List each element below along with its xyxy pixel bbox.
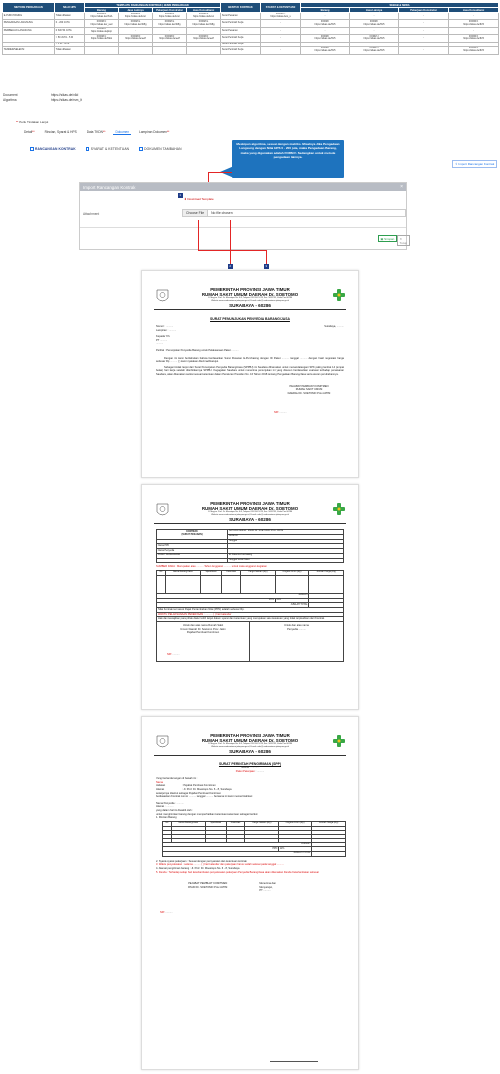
col-jasa: Jasa Lainnya	[119, 8, 153, 13]
checkbox-icon	[139, 147, 143, 151]
column-header: Kuantitas	[226, 821, 245, 826]
save-button[interactable]: ▣ Simpan	[378, 235, 397, 242]
table-cell-f2[interactable]: FORM J https://sikas.de/fbr5	[350, 47, 399, 54]
tab-dokumen[interactable]: Dokumen	[115, 129, 130, 134]
table-cell-konstruksi: -	[153, 27, 187, 34]
table-cell-bentuk: Surat Pesanan	[221, 13, 261, 20]
doc-sppbj: PEMERINTAH PROVINSI JAWA TIMUR RUMAH SAKIT UMUM DAERAH Dr. SOETOMO Jl. Mayjen. Prof. Dr. Moestopo No. 6-8, Telepon 031-550 1078, Fax. 5020735, Kode Pos 60286 Website www.rsudrsoetomo.jatimprov.go.id, E-mail rsdrs@rsudrsoetomo.jatimprov.go.id SURABAYA - 60286 SURAT PENUNJUKAN PENYEDIA BARANG/JASA Nomor : .......... Surabaya, .......... Lampiran : .......... Kepada Yth. PT .......... .......... Perihal : Penunjukan Penyedia Barang untuk Pelaksanaan Paket .......... Dengan ini kami beritahukan bahwa berdasarkan Surat Pesanan E-Purchasing dengan ID Paket .......... tanggal .......... dengan hasil negosiasi harga sebesar Rp .......... ( ) kami nyatakan diterima/disetujui. Sebagai tindak lanjut dari Surat Penunjukan Penyedia Barang/Jasa (SPPBJ) ini Saudara diharuskan untuk menandatangani SPK paling lambat 14 (empat belas) hari kerja setelah diterbitkannya SPPBJ. Kegagalan Saudara untuk menerima penunjukan ini yang disusun berdasarkan evaluasi terhadap penawaran Saudara, akan dikenakan sanksi sesuai ketentuan dalam Peraturan Presiden No. 16 Tahun 2018 tentang Pengadaan Barang/Jasa serta aturan perubahannya. PEJABAT PEMBUAT KOMITMEN RUMAH SAKIT UMUM DAERAH Dr. SOETOMO Prov.JATIM NIP. ..........	[141, 270, 359, 478]
table-cell-konsultansi	[187, 47, 221, 54]
table-cell-nilai: 0 - 200 JUTA	[55, 20, 85, 27]
column-header: Ongkos Kirim (Rp)	[275, 571, 309, 576]
table-cell-f1[interactable]: FORM I https://sikas.de/fbr5	[301, 35, 350, 42]
radio-dokumen-tambahan[interactable]: DOKUMEN TAMBAHAN	[139, 147, 181, 151]
table-cell-konsultansi[interactable]: FORM G https://sikas.de/rbl8g	[187, 20, 221, 27]
spp-items-table: No Nama Barang/Jasa Spesifikasi Kuantitas Harga Satuan (Rp) Ongkos Kirim (Rp) Jumlah Harga (Rp) JUMLAH PPN 11% JUMLAH TOTAL	[162, 821, 346, 857]
required-star-icon: **	[16, 120, 19, 124]
table-cell-syarat: -	[261, 20, 301, 27]
import-modal	[79, 182, 407, 250]
cancel-button[interactable]: ✕ Tutup	[397, 235, 410, 246]
attachment-label: Attachment	[83, 212, 100, 216]
col-konstruksi: Pekerjaan Konstruksi	[153, 8, 187, 13]
table-cell-syarat: -	[261, 27, 301, 34]
table-row	[3, 27, 499, 34]
table-row	[3, 13, 499, 20]
table-cell-f2: -	[350, 27, 399, 34]
table-cell-f1: -	[301, 27, 350, 34]
table-row	[3, 35, 499, 42]
tab-rincian[interactable]: Rincian, Syarat & HPS	[44, 129, 77, 134]
table-cell-bentuk: Surat Perintah Kerja	[221, 47, 261, 54]
save-icon: ▣	[380, 236, 385, 241]
table-cell-barang[interactable]: FORM C https://sikas.de/5dst	[85, 35, 119, 42]
table-cell-f4: -	[449, 13, 499, 20]
close-icon[interactable]: ×	[400, 184, 403, 190]
table-cell-jasa[interactable]: FORM D https://sikas.de/eeff	[119, 35, 153, 42]
table-cell-jasa[interactable]: FORM G https://sikas.de/rbl8g	[119, 20, 153, 27]
table-cell-f4[interactable]: FORM K https://sikas.de/fbr5	[449, 20, 499, 27]
tab-lampiran[interactable]: Lampiran Dokumen**	[139, 129, 170, 134]
items-table: No Nama Barang/Jasa Spesifikasi Kuantitas Harga Satuan (Rp) Ongkos Kirim (Rp) Jumlah Harga (Rp) JUMLAH PPN 11% JUMLAH TOTAL	[156, 570, 344, 608]
file-input[interactable]	[182, 209, 406, 217]
cancel-icon: ✕	[399, 236, 403, 241]
col-jasa2: Jasa Lainnya	[350, 8, 399, 13]
table-cell-f3: -	[399, 20, 449, 27]
algoritma-link[interactable]: https://sikas.de/rsm_It	[51, 97, 83, 102]
radio-syarat-ketentuan[interactable]: SYARAT & KETENTUAN	[86, 147, 129, 151]
doc-surat-pesanan: PEMERINTAH PROVINSI JAWA TIMUR RUMAH SAKIT UMUM DAERAH Dr. SOETOMO Jl. Mayjen. Prof. Dr. Moestopo No. 6-8, Telepon 031-550 1078, Fax. 5020735, Kode Pos 60286 Website www.rsudrsoetomo.jatimprov.go.id, E-mail rsdrs@rsudrsoetomo.jatimprov.go.id SURABAYA - 60286 KONTRAK (SURAT PESANAN) SATUAN KERJA : RSUD Dr. SOETOMO Prov. JATIM NOMOR Tanggal Nama PPK Nama Penyedia PAKET PENGADAAN ID Paket E-Purchasing Tanggal Surat Paket SUMBER DANA : Merupakan atas .......... Tahun Anggaran .......... untuk mata anggaran kegiatan No Nama Barang/Jasa Spesifikasi Kuantitas Harga Satuan (Rp) Ongkos Kirim (Rp) Jumlah Harga (Rp) JUMLAH PPN 11% JUMLAH TOTAL Nilai Kontrak termasuk Pajak Pertambahan Nilai (PPN) adalah sebesar Rp. WAKTU PELAKSANAAN PEKERJAAN : .......... ( ) hari kalender Hak dan kewajiban para pihak diatur lebih lanjut dalam syarat dan ketentuan yang merupakan satu kesatuan yang tidak terpisahkan dari Kontrak. Untuk dan atas nama Rumah Sakit Umum Daerah Dr. Soetomo Prov. Jatim Pejabat Pembuat Komitmen NIP. .......... Untuk dan atas nama Penyedia ..........	[141, 484, 359, 710]
table-cell-bentuk: Surat Perintah Kerja	[221, 42, 261, 47]
table-cell-jasa[interactable]: FORM B https://sikas.de/kcur	[119, 13, 153, 20]
table-row	[3, 47, 499, 54]
algoritma-label: Algoritma	[3, 97, 17, 102]
table-cell-f3: -	[399, 27, 449, 34]
table-cell-f2[interactable]: FORM I https://sikas.de/fbr5	[350, 20, 399, 27]
tab-detail[interactable]: Detail**	[24, 129, 35, 134]
table-cell-jasa: -	[119, 27, 153, 34]
table-cell-f1[interactable]: FORM I https://sikas.de/fbr5	[301, 20, 350, 27]
modal-header	[80, 183, 406, 191]
table-cell-syarat[interactable]: FORM H https://sikas.de/s_s	[261, 13, 301, 20]
table-cell-metode: PENGADAAN LANGSUNG	[3, 20, 55, 27]
table-cell-metode	[3, 35, 55, 42]
kop-line-2: RUMAH SAKIT UMUM DAERAH Dr. SOETOMO	[201, 292, 299, 297]
step-badge-3: 3	[265, 264, 268, 268]
table-cell-f4: -	[449, 27, 499, 34]
hospital-logo-icon	[332, 502, 346, 516]
table-cell-konsultansi: -	[187, 27, 221, 34]
document-link[interactable]: https://sikas.de/x6d	[51, 93, 79, 97]
col-metode: METODE PENGADAAN	[3, 3, 55, 13]
kop-line-1: PEMERINTAH PROVINSI JAWA TIMUR	[210, 287, 290, 292]
column-header: Spesifikasi	[200, 571, 221, 576]
table-cell-nilai: 0 S/D 50 JUTA	[55, 27, 85, 34]
column-header: Nama Barang/Jasa	[171, 821, 205, 826]
col-barang: Barang	[85, 8, 119, 13]
document-type-radios	[30, 147, 182, 151]
table-cell-f3: -	[399, 35, 449, 42]
download-icon: ⬇	[184, 197, 188, 201]
column-header: No	[157, 571, 166, 576]
table-cell-f1[interactable]: FORM I https://sikas.de/fbr5	[301, 47, 350, 54]
step-badge-2: 2	[229, 264, 232, 268]
table-cell-barang[interactable]: FORM A https://sikas.de/tS1A	[85, 13, 119, 20]
column-header: Jumlah Harga (Rp)	[312, 821, 346, 826]
table-cell-syarat: -	[261, 35, 301, 42]
tab-tkdn[interactable]: Data TKDN**	[86, 129, 106, 134]
file-status: No file chosen	[211, 211, 233, 215]
arrow-line	[198, 220, 199, 250]
table-cell-syarat: -	[261, 47, 301, 54]
table-cell-f3: -	[399, 13, 449, 20]
kop-line-3: Jl. Mayjen. Prof. Dr. Moestopo No. 6-8, Telepon 031-550 1078, Fax. 5020735, Kode Pos 60286	[207, 297, 293, 300]
checkbox-icon	[86, 147, 90, 151]
column-header: Harga Satuan (Rp)	[245, 821, 279, 826]
table-cell-konstruksi[interactable]: FORM B https://sikas.de/kcur	[153, 13, 187, 20]
hospital-logo-icon	[332, 734, 346, 748]
table-cell-f2: -	[350, 13, 399, 20]
required-note	[16, 120, 48, 124]
table-cell-konsultansi[interactable]: FORM D https://sikas.de/eeff	[187, 35, 221, 42]
hospital-logo-icon	[332, 288, 346, 302]
table-cell-jasa	[119, 47, 153, 54]
doc-spp: PEMERINTAH PROVINSI JAWA TIMUR RUMAH SAKIT UMUM DAERAH Dr. SOETOMO Jl. Mayjen. Prof. Dr. Moestopo No. 6-8, Telepon 031-550 1078, Fax. 5020735, Kode Pos 60286 Website www.rsudrsoetomo.jatimprov.go.id, E-mail rsdrs@rsudrsoetomo.jatimprov.go.id SURABAYA - 60286 SURAT PERINTAH PENGIRIMAN (SPP) Nomor : .......... Paket Pekerjaan : .......... Yang bertanda tangan di bawah ini : Nama Jabatan : Pejabat Pembuat Komitmen Alamat : Jl. Prof. Dr. Moestopo No. 6 - 8, Surabaya selanjutnya disebut sebagai Pejabat Pembuat Komitmen berdasarkan Kontrak nomor .......... tanggal .......... bersama ini kami memerintahkan: Nama Penyedia : .......... Alamat : .......... yang dalam hal ini diwakili oleh : untuk mengirimkan barang dengan memperhatikan ketentuan-ketentuan sebagai berikut: 1. Rincian Barang No Nama Barang/Jasa Spesifikasi Kuantitas Harga Satuan (Rp) Ongkos Kirim (Rp) Jumlah Harga (Rp) JUMLAH PPN 11% JUMLAH TOTAL 2. Syarat-syarat pekerjaan : Sesuai dengan persyaratan dan ketentuan kontrak 3. Waktu penyelesaian : selama .......... ( ) hari kalender dan pekerjaan harus sudah selesai pada tanggal .......... 4. Alamat pengiriman barang : Jl. Prof. Dr. Moestopo No. 6 - 8, Surabaya 5. Denda : Terhadap setiap hari keterlambatan penyelesaian pekerjaan Penyedia Barang/Jasa akan dikenakan Denda Keterlambatan sebesar PEJABAT PEMBUAT KOMITMEN RSUD Dr. SOETOMO Prov.JATIM Menerima dan Menyetujui, PT .......... NIP. ..........	[141, 716, 359, 1070]
kop-line-4: Website www.rsudrsoetomo.jatimprov.go.id, E-mail rsdrs@rsudrsoetomo.jatimprov.go.id	[211, 299, 289, 302]
column-header: Nama Barang/Jasa	[165, 571, 200, 576]
modal-title: Import Rancangan Kontrak	[83, 184, 136, 190]
table-cell-nilai: > 5 M - 50 M	[55, 42, 85, 47]
kop-surat: PEMERINTAH PROVINSI JAWA TIMUR RUMAH SAKIT UMUM DAERAH Dr. SOETOMO Jl. Mayjen. Prof. Dr. Moestopo No. 6-8, Telepon 031-550 1078, Fax. 5020735, Kode Pos 60286 Website www.rsudrsoetomo.jatimprov.go.id, E-mail rsdrs@rsudrsoetomo.jatimprov.go.id SURABAYA - 60286	[154, 497, 346, 524]
col-konsultansi: Jasa Konsultansi	[187, 8, 221, 13]
table-cell-barang	[85, 47, 119, 54]
table-cell-barang[interactable]: FORM C https://sikas.de/_sed	[85, 20, 119, 27]
table-cell-f4[interactable]: FORM K https://sikas.de/fbr5	[449, 47, 499, 54]
column-header: No	[163, 821, 172, 826]
radio-rancangan-kontrak[interactable]: RANCANGAN KONTRAK	[30, 147, 76, 151]
col-konsultansi2: Jasa Konsultansi	[449, 8, 499, 13]
table-cell-konstruksi[interactable]: FORM D https://sikas.de/eeff	[153, 35, 187, 42]
sub-tabs	[22, 129, 171, 135]
column-header: Kuantitas	[222, 571, 241, 576]
table-cell-metode: PEMBELIAN LANGSUNG	[3, 27, 55, 34]
table-cell-f1: -	[301, 13, 350, 20]
doc1-title: SURAT PENUNJUKAN PENYEDIA BARANG/JASA	[210, 317, 290, 321]
checkbox-icon	[30, 147, 34, 151]
table-cell-nilai: Tidak dibatasi	[55, 13, 85, 20]
table-cell-metode: TENDER/SELEKSI	[3, 47, 55, 54]
col-barang2: Barang	[301, 8, 350, 13]
col-konstruksi2: Pekerjaan Konstruksi	[399, 8, 449, 13]
kontrak-header-table: KONTRAK (SURAT PESANAN) SATUAN KERJA : RSUD Dr. SOETOMO Prov. JATIM NOMOR Tanggal Nama PPK Nama Penyedia PAKET PENGADAAN ID Paket E-Purchasing Tanggal Surat Paket	[156, 529, 344, 563]
column-header: Ongkos Kirim (Rp)	[279, 821, 312, 826]
table-cell-f3: -	[399, 47, 449, 54]
col-template-group: TEMPLATE RANCANGAN KONTRAK | JENIS PENGADAAN	[85, 3, 221, 8]
download-template-link[interactable]: ⬇ Download Template	[184, 197, 214, 201]
document-label: Document	[3, 93, 18, 97]
kop-surat	[154, 283, 346, 310]
arrow-line	[208, 172, 232, 173]
table-row	[3, 20, 499, 27]
table-cell-bentuk: Surat Perintah Kerja	[221, 20, 261, 27]
col-syarat: SYARAT & KETENTUAN	[261, 3, 301, 13]
table-cell-konstruksi	[153, 47, 187, 54]
table-cell-nilai: Tidak dibatasi	[55, 47, 85, 54]
step-badge-1: 1	[179, 193, 182, 197]
table-cell-konsultansi[interactable]: FORM B https://sikas.de/kcur	[187, 13, 221, 20]
table-cell-f4[interactable]: FORM K https://sikas.de/fbr5	[449, 35, 499, 42]
column-header: Harga Satuan (Rp)	[241, 571, 275, 576]
col-nilai: NILAI HPS	[55, 3, 85, 13]
kop-surat: PEMERINTAH PROVINSI JAWA TIMUR RUMAH SAKIT UMUM DAERAH Dr. SOETOMO Jl. Mayjen. Prof. Dr. Moestopo No. 6-8, Telepon 031-550 1078, Fax. 5020735, Kode Pos 60286 Website www.rsudrsoetomo.jatimprov.go.id, E-mail rsdrs@rsudrsoetomo.jatimprov.go.id SURABAYA - 60286	[154, 729, 346, 756]
arrow-line	[198, 250, 266, 251]
table-cell-nilai: > 50 JUTA - 5 M	[55, 35, 85, 42]
doc3-title: SURAT PERINTAH PENGIRIMAN (SPP)	[218, 762, 282, 766]
table-cell-metode: E-PURCHASING	[3, 13, 55, 20]
upload-icon: ⇪	[455, 161, 459, 166]
arrow-line	[266, 250, 267, 264]
column-header: Spesifikasi	[205, 821, 226, 826]
document-links	[3, 93, 82, 102]
import-rancangan-button[interactable]: ⇪ Import Rancangan Kontrak	[452, 160, 497, 168]
kop-line-5: SURABAYA - 60286	[229, 303, 271, 308]
table-cell-f2[interactable]: FORM J https://sikas.de/fbr5	[350, 35, 399, 42]
col-bentuk: BENTUK KONTRAK	[221, 3, 261, 13]
table-cell-bentuk: Surat Perintah Kerja	[221, 35, 261, 42]
arrow-line	[230, 220, 231, 264]
table-cell-barang[interactable]: FORM K https://sikas.de/jknp	[85, 27, 119, 34]
template-matrix-table	[2, 2, 499, 55]
info-callout: Meskipun algoritma, sesuai dengan matriks. Misalnya Jika Pengadaan Langsung dengan Nilai HPS 0 - 200 juta, maka Pengadaan Barang, maka yang digunakan adalah FORM F. Sedangkan untuk metode pengadaan lainnya.	[232, 140, 344, 178]
column-header: Jumlah Harga (Rp)	[309, 571, 344, 576]
table-cell-bentuk: Surat Pesanan	[221, 27, 261, 34]
table-cell-konstruksi[interactable]: FORM G https://sikas.de/rbl8g	[153, 20, 187, 27]
col-form-group: SEBAB & SEWA	[301, 3, 499, 8]
required-note-text: Perlu Tindakan Lanjut	[19, 120, 49, 124]
choose-file-button[interactable]: Choose File	[183, 210, 208, 216]
